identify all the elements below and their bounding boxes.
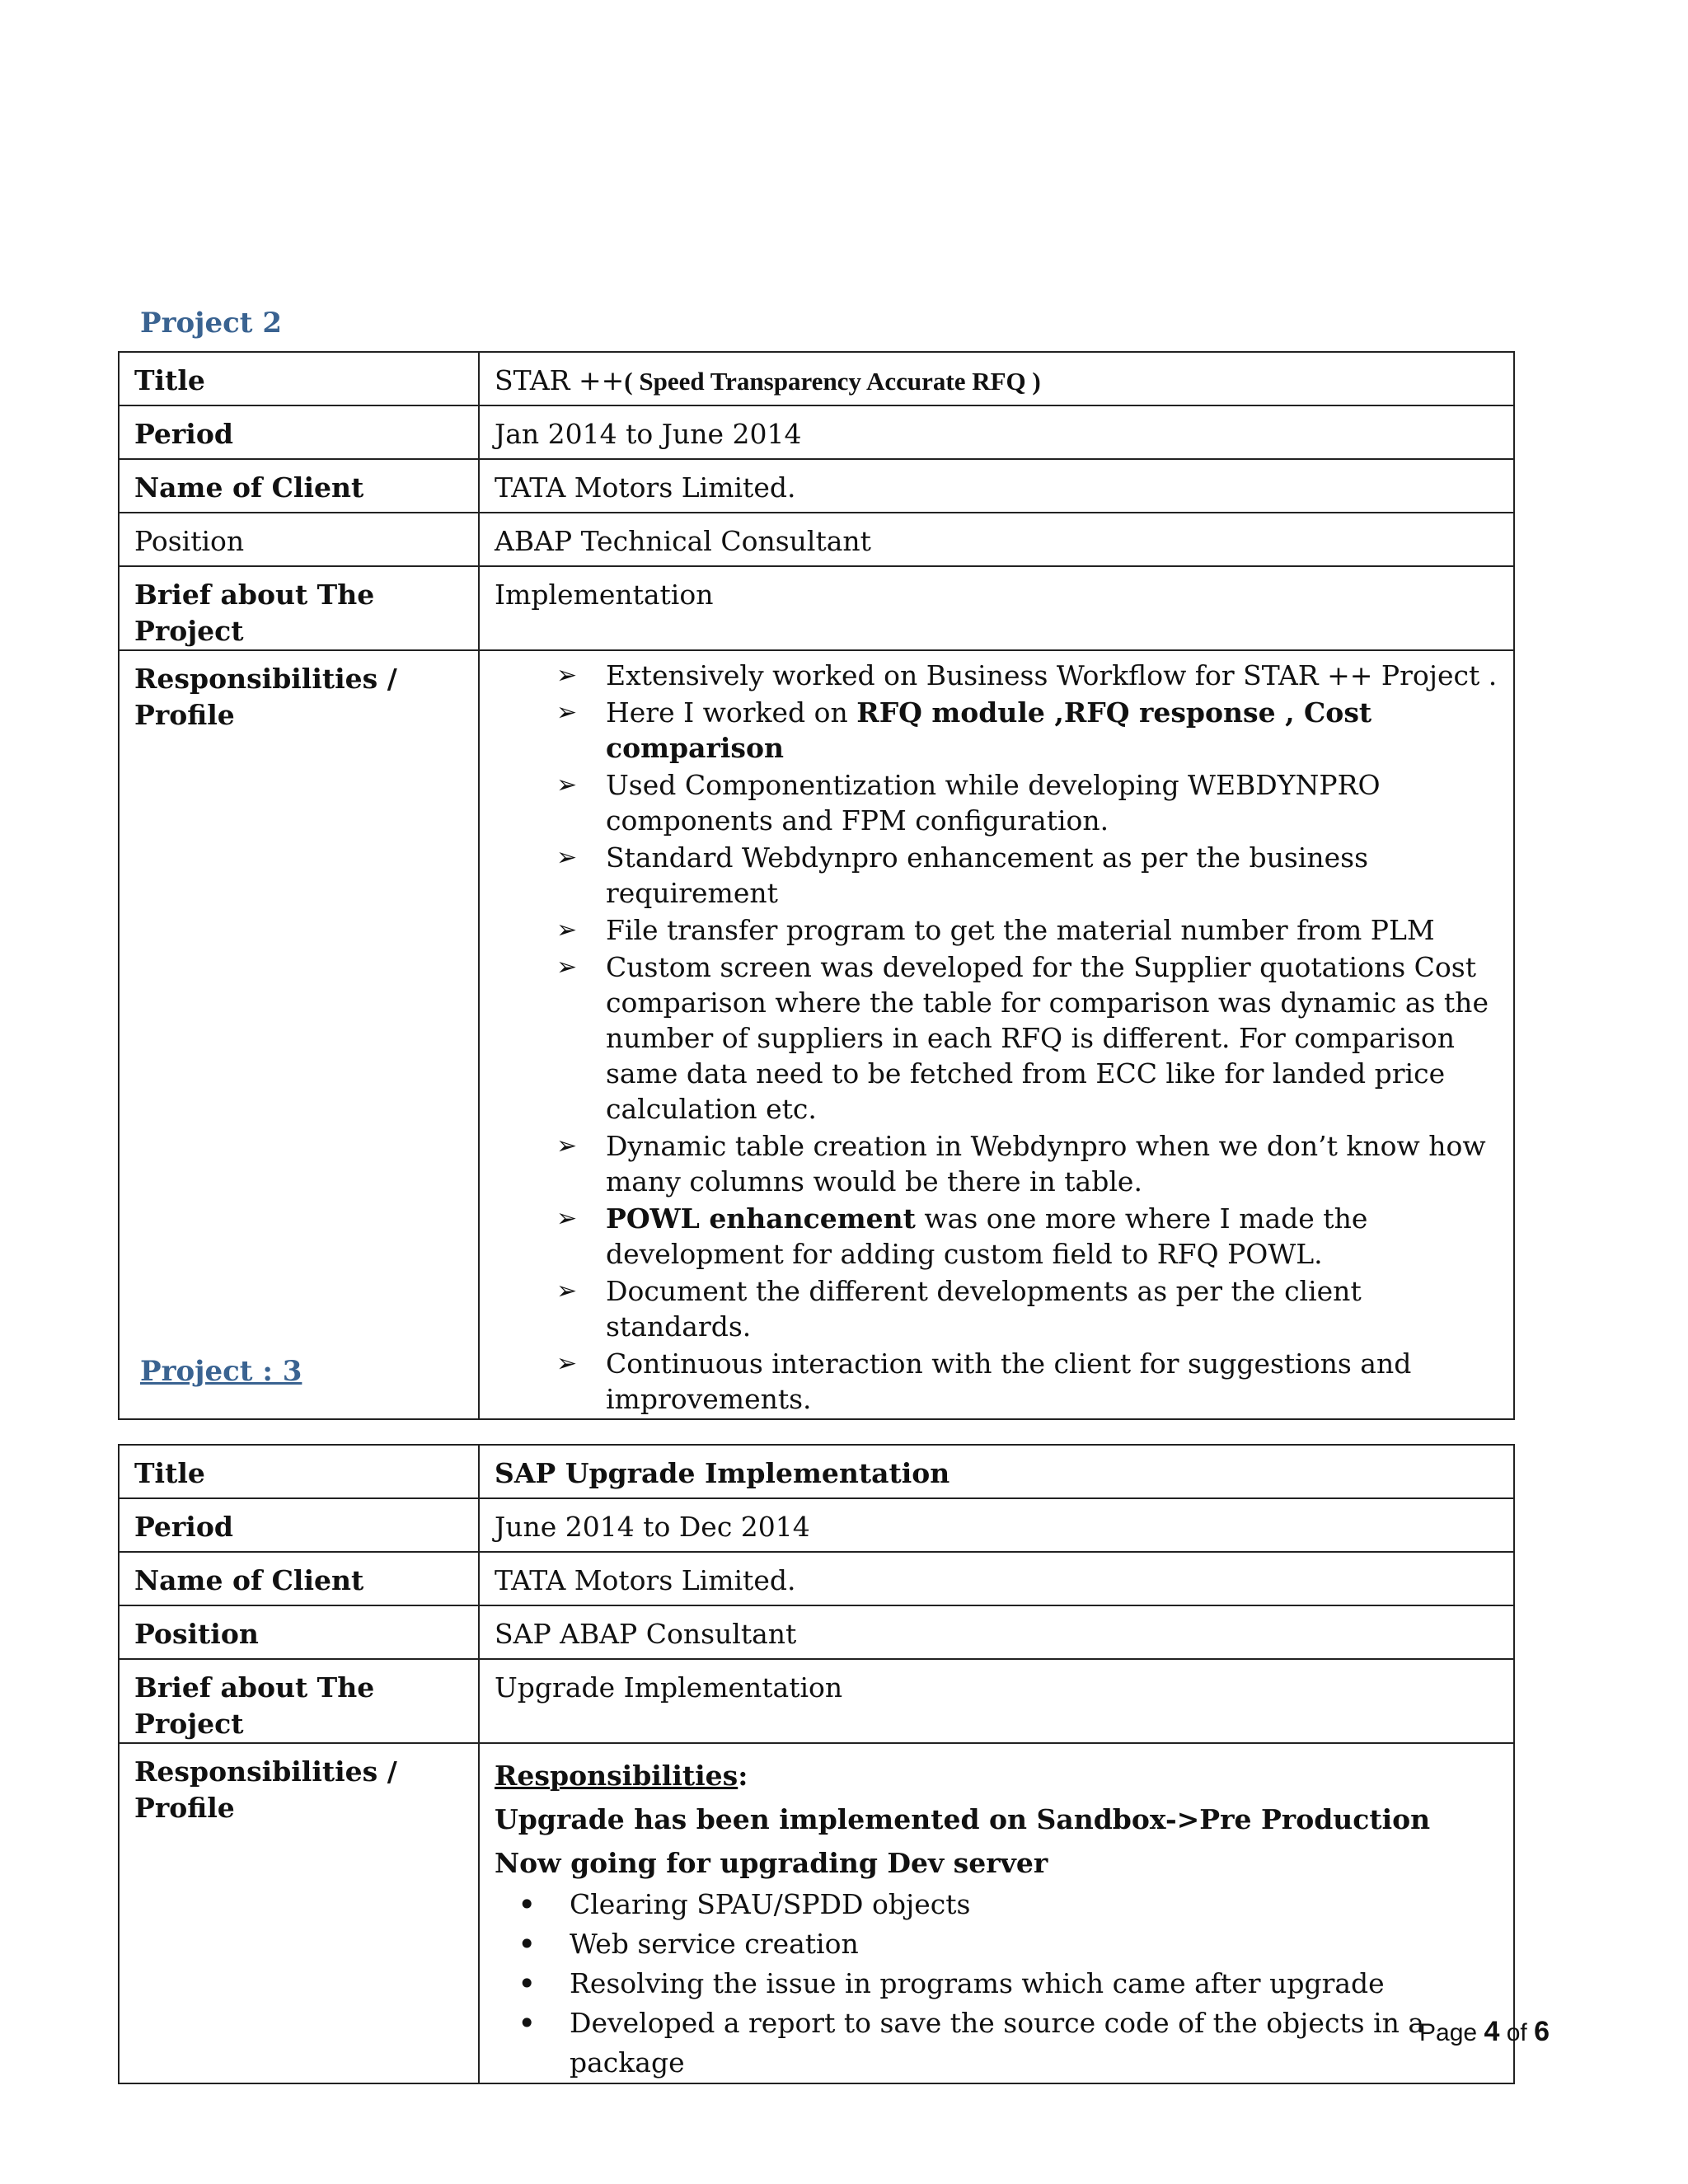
- table-row: [119, 566, 1514, 650]
- dev-server-line: Now going for upgrading Dev server: [495, 1847, 1048, 1879]
- list-item: ➢ Custom screen was developed for the Supplier quotations Cost comparison where the table for comparison was dynamic as the number of suppliers in each RFQ is different. For comparison same data need to be fetched from ECC like for landed price calculation etc.: [556, 949, 1498, 1127]
- title-label: Title: [119, 352, 479, 405]
- responsibilities-list: [495, 1885, 1498, 2083]
- upgrade-line: Upgrade has been implemented on Sandbox->Pre Production: [495, 1803, 1431, 1835]
- responsibilities-cell: [479, 1743, 1514, 2083]
- table-row: [119, 1498, 1514, 1552]
- position-value: SAP ABAP Consultant: [479, 1605, 1514, 1659]
- period-label: Period: [119, 1498, 479, 1552]
- client-value: TATA Motors Limited.: [479, 459, 1514, 513]
- responsibilities-heading-text: Responsibilities: [495, 1760, 738, 1792]
- list-item: ➢ Continuous interaction with the client for suggestions and improvements.: [556, 1346, 1498, 1417]
- project-3-table: [118, 1444, 1515, 2084]
- client-value: TATA Motors Limited.: [479, 1552, 1514, 1605]
- client-label: Name of Client: [119, 1552, 479, 1605]
- of-word: of: [1499, 2019, 1535, 2046]
- responsibilities-heading-colon: :: [738, 1760, 748, 1792]
- title-value: [479, 352, 1514, 405]
- list-item: ➢ Document the different developments as per the client standards.: [556, 1273, 1498, 1344]
- position-label: Position: [119, 1605, 479, 1659]
- period-value: Jan 2014 to June 2014: [479, 405, 1514, 459]
- project-3-heading: Project : 3: [140, 1355, 302, 1388]
- table-row: [119, 1743, 1514, 2083]
- table-row: [119, 459, 1514, 513]
- position-value: ABAP Technical Consultant: [479, 513, 1514, 566]
- list-item: ➢ Standard Webdynpro enhancement as per the business requirement: [556, 840, 1498, 911]
- list-item: • Web service creation: [518, 1924, 1498, 1964]
- responsibilities-label: Responsibilities / Profile: [119, 1743, 479, 2083]
- list-item: ➢ File transfer program to get the material number from PLM: [556, 912, 1498, 948]
- brief-label: Brief about The Project: [119, 566, 479, 650]
- list-item-bold: RFQ module ,RFQ response , Cost comparison: [606, 696, 1372, 764]
- list-item-text: was one more where I made the development for adding custom field to RFQ POWL.: [606, 1202, 1368, 1270]
- title-value: SAP Upgrade Implementation: [479, 1445, 1514, 1498]
- responsibilities-cell: [479, 650, 1514, 1419]
- page-footer: [1419, 2016, 1550, 2048]
- responsibilities-heading: [495, 1754, 1498, 1797]
- list-item-text: Here I worked on: [606, 696, 857, 729]
- position-label: Position: [119, 513, 479, 566]
- period-value: June 2014 to Dec 2014: [479, 1498, 1514, 1552]
- project-2-heading: Project 2: [140, 307, 282, 340]
- client-label: Name of Client: [119, 459, 479, 513]
- table-row: [119, 1445, 1514, 1498]
- table-row: [119, 513, 1514, 566]
- list-item: • Resolving the issue in programs which came after upgrade: [518, 1964, 1498, 2004]
- table-row: [119, 1552, 1514, 1605]
- project-2-table: [118, 351, 1515, 1420]
- responsibilities-list: [495, 658, 1498, 1417]
- period-label: Period: [119, 405, 479, 459]
- title-prefix: STAR ++: [495, 364, 625, 396]
- brief-value: Upgrade Implementation: [479, 1659, 1514, 1743]
- list-item: • Developed a report to save the source code of the objects in a package: [518, 2004, 1498, 2083]
- list-item: • Clearing SPAU/SPDD objects: [518, 1885, 1498, 1924]
- list-item: ➢ Extensively worked on Business Workflow for STAR ++ Project .: [556, 658, 1498, 693]
- table-row: [119, 1605, 1514, 1659]
- page-total: 6: [1534, 2016, 1550, 2047]
- list-item: [556, 695, 1498, 766]
- list-item: ➢ Used Componentization while developing WEBDYNPRO components and FPM configuration.: [556, 767, 1498, 838]
- table-row: [119, 352, 1514, 405]
- brief-label: Brief about The Project: [119, 1659, 479, 1743]
- table-row: [119, 650, 1514, 1419]
- table-row: [119, 405, 1514, 459]
- list-item: ➢ Dynamic table creation in Webdynpro when we don’t know how many columns would be there in table.: [556, 1128, 1498, 1199]
- title-expansion: ( Speed Transparency Accurate RFQ ): [624, 367, 1041, 396]
- title-label: Title: [119, 1445, 479, 1498]
- responsibilities-label: Responsibilities / Profile: [119, 650, 479, 1419]
- list-item: [556, 1201, 1498, 1272]
- brief-value: Implementation: [479, 566, 1514, 650]
- list-item-bold: POWL enhancement: [606, 1202, 916, 1235]
- page-word: Page: [1419, 2019, 1484, 2046]
- page-number: 4: [1484, 2016, 1500, 2047]
- table-row: [119, 1659, 1514, 1743]
